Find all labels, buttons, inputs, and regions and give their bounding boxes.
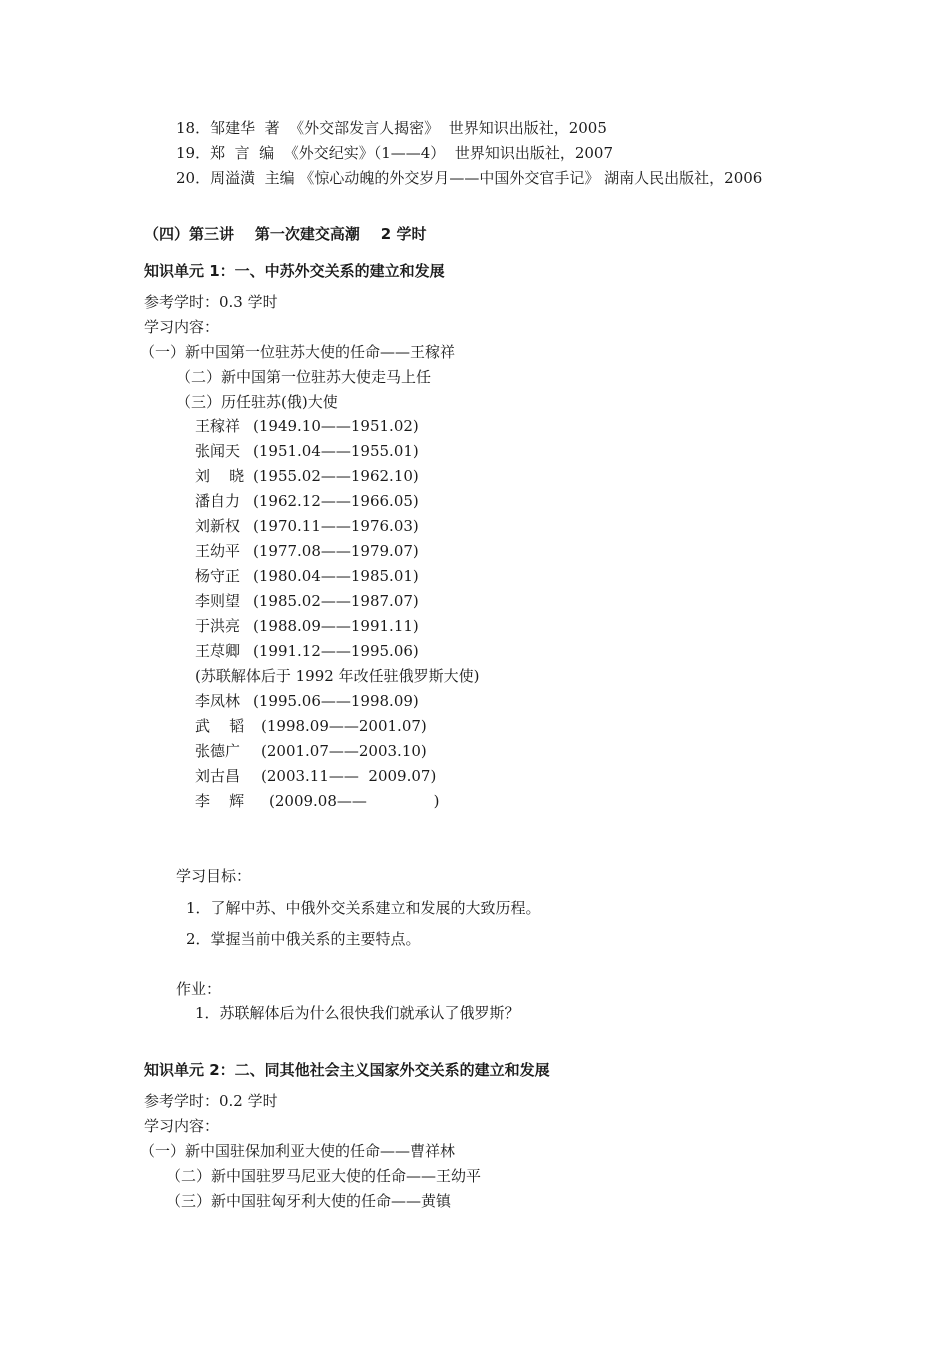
ambassador-term: (1985.02——1987.07)	[253, 592, 419, 610]
homework-label: 作业：	[176, 980, 222, 998]
ambassador-row	[195, 489, 479, 514]
ambassador-term: (2009.08—— )	[269, 792, 440, 810]
ambassador-name: 张闻天	[195, 442, 241, 460]
ambassador-term: (1988.09——1991.11)	[253, 617, 419, 635]
ambassador-name: 刘 晓	[195, 467, 245, 485]
ambassador-row	[195, 764, 479, 789]
reference-item: 20．周溢潢 主编 《惊心动魄的外交岁月——中国外交官手记》 湖南人民出版社，2006	[176, 169, 763, 187]
unit2-item: （二）新中国驻罗马尼亚大使的任命——王幼平	[166, 1167, 482, 1185]
goals-label: 学习目标：	[176, 867, 252, 885]
ambassador-row	[195, 539, 479, 564]
ambassador-term: (2001.07——2003.10)	[261, 742, 427, 760]
ambassador-term: (1962.12——1966.05)	[253, 492, 419, 510]
ambassador-row	[195, 464, 479, 489]
ambassador-row	[195, 589, 479, 614]
homework-item: 1．苏联解体后为什么很快我们就承认了俄罗斯？	[195, 1004, 520, 1022]
ambassador-name: 王荩卿	[195, 642, 241, 660]
ambassador-list	[195, 414, 479, 814]
ambassador-row	[195, 514, 479, 539]
unit2-item: （一）新中国驻保加利亚大使的任命——曹祥林	[140, 1142, 456, 1160]
reference-item: 19．郑 言 编 《外交纪实》（1——4） 世界知识出版社，2007	[176, 144, 613, 162]
goal-item: 2．掌握当前中俄关系的主要特点。	[186, 930, 421, 948]
ambassador-term: (1970.11——1976.03)	[253, 517, 419, 535]
ambassador-row	[195, 439, 479, 464]
ambassador-term: (1998.09——2001.07)	[261, 717, 427, 735]
ambassador-term: (1995.06——1998.09)	[253, 692, 419, 710]
ambassador-name: 王幼平	[195, 542, 241, 560]
ambassador-name: 张德广	[195, 742, 241, 760]
goal-item: 1．了解中苏、中俄外交关系建立和发展的大致历程。	[186, 899, 541, 917]
ambassador-row	[195, 614, 479, 639]
unit1-item: （二）新中国第一位驻苏大使走马上任	[176, 368, 432, 386]
ambassador-row	[195, 639, 479, 664]
ambassador-term: (1991.12——1995.06)	[253, 642, 419, 660]
ambassador-term: (2003.11—— 2009.07)	[261, 767, 437, 785]
lecture-heading: （四）第三讲 第一次建交高潮 2 学时	[144, 225, 427, 243]
unit1-item: （三）历任驻苏(俄)大使	[176, 393, 338, 411]
ambassador-name: 刘古昌	[195, 767, 241, 785]
unit2-item: （三）新中国驻匈牙利大使的任命——黄镇	[166, 1192, 452, 1210]
ambassador-row	[195, 689, 479, 714]
ambassador-row	[195, 414, 479, 439]
ambassador-row	[195, 714, 479, 739]
unit2-hours: 参考学时：0.2 学时	[144, 1092, 278, 1110]
unit1-content-label: 学习内容：	[144, 318, 220, 336]
dissolution-note: (苏联解体后于 1992 年改任驻俄罗斯大使)	[195, 667, 480, 685]
ambassador-name: 李凤林	[195, 692, 241, 710]
ambassador-term: (1980.04——1985.01)	[253, 567, 419, 585]
ambassador-name: 刘新权	[195, 517, 241, 535]
ambassador-name: 武 韬	[195, 717, 245, 735]
unit1-hours: 参考学时：0.3 学时	[144, 293, 278, 311]
ambassador-name: 王稼祥	[195, 417, 241, 435]
unit1-item: （一）新中国第一位驻苏大使的任命——王稼祥	[140, 343, 456, 361]
ambassador-row	[195, 564, 479, 589]
ambassador-term: (1977.08——1979.07)	[253, 542, 419, 560]
ambassador-row	[195, 739, 479, 764]
ambassador-term: (1949.10——1951.02)	[253, 417, 419, 435]
ambassador-term: (1955.02——1962.10)	[253, 467, 419, 485]
reference-item: 18．邹建华 著 《外交部发言人揭密》 世界知识出版社，2005	[176, 119, 607, 137]
ambassador-term: (1951.04——1955.01)	[253, 442, 419, 460]
ambassador-name: 潘自力	[195, 492, 241, 510]
unit1-title: 知识单元 1：一、中苏外交关系的建立和发展	[144, 262, 445, 280]
ambassador-name: 杨守正	[195, 567, 241, 585]
ambassador-name: 李 辉	[195, 792, 245, 810]
ambassador-name: 于洪亮	[195, 617, 241, 635]
ambassador-row	[195, 789, 479, 814]
ambassador-name: 李则望	[195, 592, 241, 610]
unit2-title: 知识单元 2：二、同其他社会主义国家外交关系的建立和发展	[144, 1061, 550, 1079]
unit2-content-label: 学习内容：	[144, 1117, 220, 1135]
